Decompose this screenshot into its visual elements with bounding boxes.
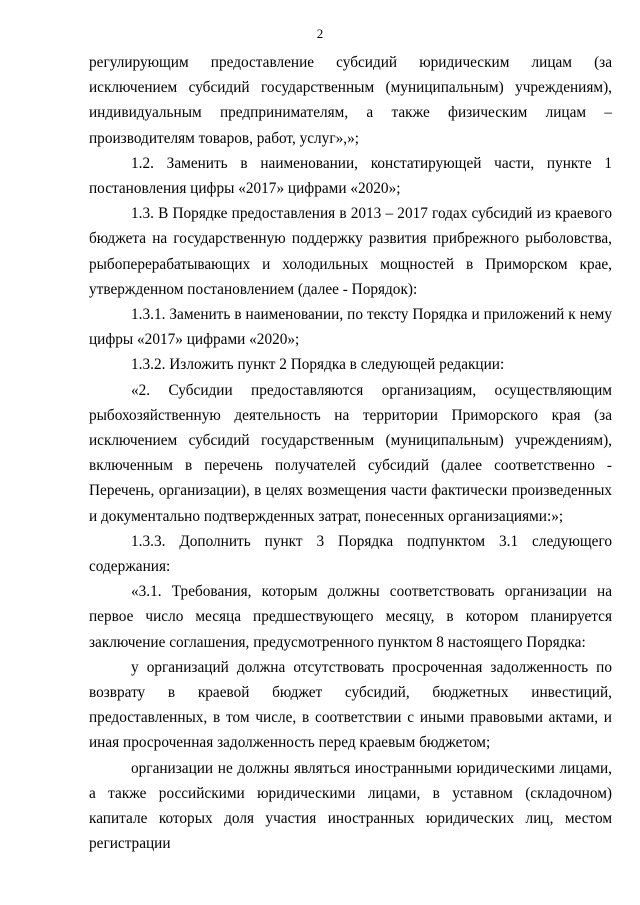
paragraph-requirement-foreign: организации не должны являться иностранными юридическими лицами, а также российскими юридическими лицами, в уставном (складочном) капитале которых доля участия иностранных юридических лиц, местом регистрации: [89, 759, 612, 853]
paragraph-quoted-point-2: «2. Субсидии предоставляются организациям, осуществляющим рыбохозяйственную деятельность на территории Приморского края (за исключением субсидий государственным (муниципальным) учреждениям), включенным в перечень получателей субсидий (далее соответственно - Перечень, организации), в целях возмещения части фактически произведенных и документально подтвержденных затрат, понесенных организациями:»;: [89, 381, 612, 525]
paragraph-item-1-3-2: 1.3.2. Изложить пункт 2 Порядка в следующей редакции:: [131, 356, 505, 374]
paragraph-item-1-2: 1.2. Заменить в наименовании, констатирующей части, пункте 1 постановления цифры «2017» цифрами «2020»;: [89, 154, 612, 198]
document-body: [89, 50, 612, 857]
paragraph-item-1-3-3: 1.3.3. Дополнить пункт 3 Порядка подпунктом 3.1 следующего содержания:: [89, 532, 612, 576]
paragraph-quoted-point-3-1: «3.1. Требования, которым должны соответствовать организации на первое число месяца предшествующего месяцу, в котором планируется заключение соглашения, предусмотренного пунктом 8 настоящего Порядка:: [89, 583, 612, 651]
page-number: 2: [316, 26, 324, 41]
paragraph-item-1-3: 1.3. В Порядке предоставления в 2013 – 2017 годах субсидий из краевого бюджета на государственную поддержку развития прибрежного рыболовства, рыбоперерабатывающих и холодильных мощностей в Приморском крае, утвержденном постановлением (далее - Порядок):: [89, 205, 612, 298]
paragraph-requirement-debt: у организаций должна отсутствовать просроченная задолженность по возврату в краевой бюджет субсидий, бюджетных инвестиций, предоставленных, в том числе, в соответствии с иными правовыми актами, и иная просроченная задолженность перед краевым бюджетом;: [89, 658, 612, 752]
paragraph-continuation: регулирующим предоставление субсидий юридическим лицам (за исключением субсидий государственным (муниципальным) учреждениям), индивидуальным предпринимателям, а также физическим лицам – производителям товаров, работ, услуг»,»;: [89, 54, 612, 147]
paragraph-item-1-3-1: 1.3.1. Заменить в наименовании, по тексту Порядка и приложений к нему цифры «2017» цифрами «2020»;: [89, 306, 612, 349]
